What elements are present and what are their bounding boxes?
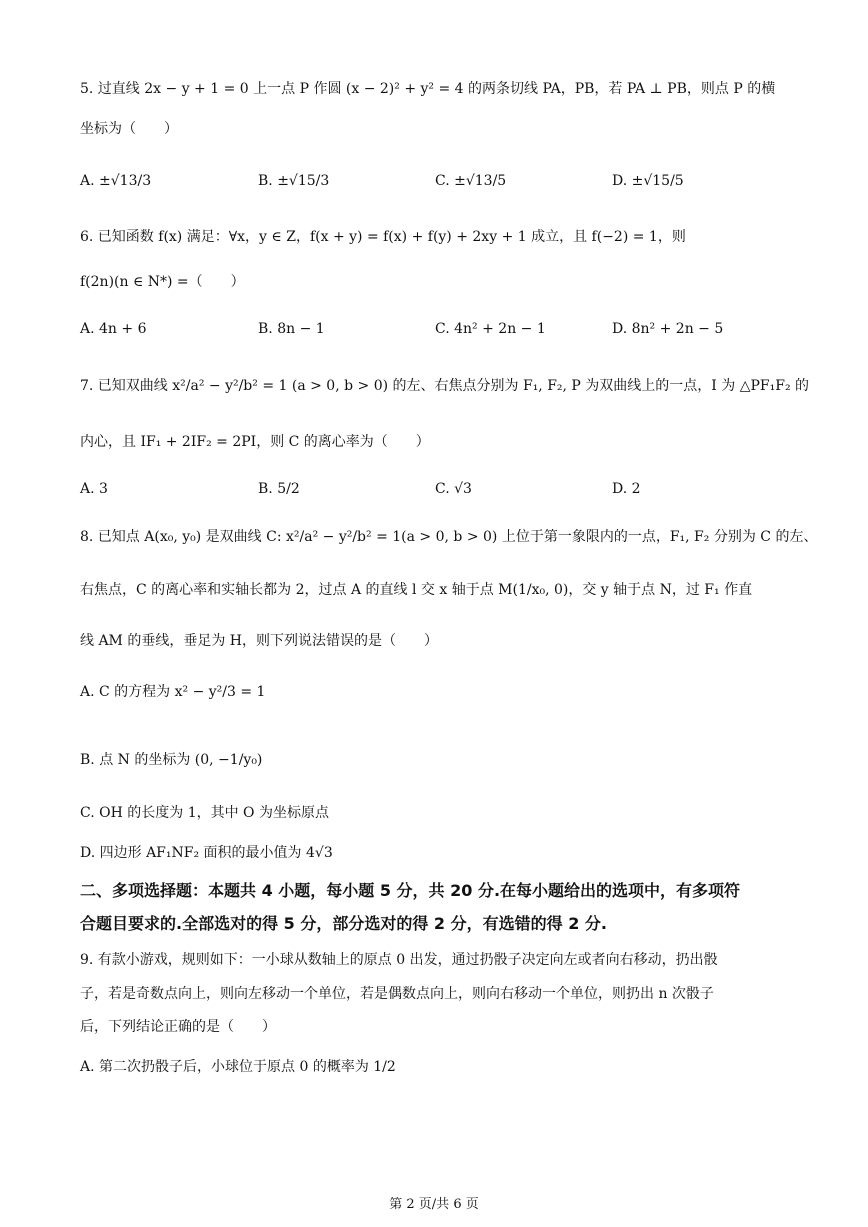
- q9-line3: 后，下列结论正确的是（ ）: [80, 1019, 276, 1035]
- section-heading-line1: 二、多项选择题：本题共 4 小题，每小题 5 分，共 20 分.在每小题给出的选项中，有多项符: [80, 881, 741, 900]
- q5-option-c: C. ±√13/5: [435, 173, 507, 189]
- q7-option-a: A. 3: [80, 481, 108, 497]
- q6-option-d: D. 8n² + 2n − 5: [612, 321, 724, 337]
- q7-line2: 内心，且 IF₁ + 2IF₂ = 2PI，则 C 的离心率为（ ）: [80, 434, 430, 450]
- q5-option-d: D. ±√15/5: [612, 173, 684, 189]
- q7-option-d: D. 2: [612, 481, 641, 497]
- q5-option-a: A. ±√13/3: [80, 173, 152, 189]
- q9-line1: 9. 有款小游戏，规则如下：一小球从数轴上的原点 0 出发，通过扔骰子决定向左或者向右移动，扔出骰: [80, 952, 718, 968]
- q7-option-b: B. 5/2: [258, 481, 300, 497]
- q6-option-c: C. 4n² + 2n − 1: [435, 321, 546, 337]
- q5-option-b: B. ±√15/3: [258, 173, 330, 189]
- q8-line2: 右焦点，C 的离心率和实轴长都为 2，过点 A 的直线 l 交 x 轴于点 M(1/x₀, 0)，交 y 轴于点 N，过 F₁ 作直: [80, 582, 753, 598]
- q5-line1: 5. 过直线 2x − y + 1 = 0 上一点 P 作圆 (x − 2)² + y² = 4 的两条切线 PA，PB，若 PA ⊥ PB，则点 P 的横: [80, 81, 776, 97]
- q6-option-a: A. 4n + 6: [80, 321, 147, 337]
- q8-option-d: D. 四边形 AF₁NF₂ 面积的最小值为 4√3: [80, 845, 333, 861]
- q8-line3: 线 AM 的垂线，垂足为 H，则下列说法错误的是（ ）: [80, 633, 439, 649]
- q7-option-c: C. √3: [435, 481, 472, 497]
- q6-line1: 6. 已知函数 f(x) 满足：∀x，y ∈ Z，f(x + y) = f(x) + f(y) + 2xy + 1 成立，且 f(−2) = 1，则: [80, 229, 686, 245]
- q6-line2: f(2n)(n ∈ N*) =（ ）: [80, 274, 245, 290]
- q9-option-a: A. 第二次扔骰子后，小球位于原点 0 的概率为 1/2: [80, 1059, 396, 1075]
- q8-option-a: A. C 的方程为 x² − y²/3 = 1: [80, 684, 266, 700]
- q6-option-b: B. 8n − 1: [258, 321, 325, 337]
- q8-option-b: B. 点 N 的坐标为 (0, −1/y₀): [80, 752, 263, 768]
- q7-line1: 7. 已知双曲线 x²/a² − y²/b² = 1 (a > 0, b > 0) 的左、右焦点分别为 F₁, F₂, P 为双曲线上的一点，I 为 △PF₁F₂ 的: [80, 378, 810, 394]
- q8-line1: 8. 已知点 A(x₀, y₀) 是双曲线 C: x²/a² − y²/b² = 1(a > 0, b > 0) 上位于第一象限内的一点，F₁, F₂ 分别为 C 的左、: [80, 529, 818, 545]
- page-footer: 第 2 页/共 6 页: [389, 1197, 479, 1212]
- q5-line2: 坐标为（ ）: [80, 121, 178, 137]
- q9-line2: 子，若是奇数点向上，则向左移动一个单位，若是偶数点向上，则向右移动一个单位，则扔出 n 次骰子: [80, 986, 714, 1002]
- q8-option-c: C. OH 的长度为 1，其中 O 为坐标原点: [80, 805, 329, 821]
- section-heading-line2: 合题目要求的.全部选对的得 5 分，部分选对的得 2 分，有选错的得 2 分.: [80, 914, 607, 933]
